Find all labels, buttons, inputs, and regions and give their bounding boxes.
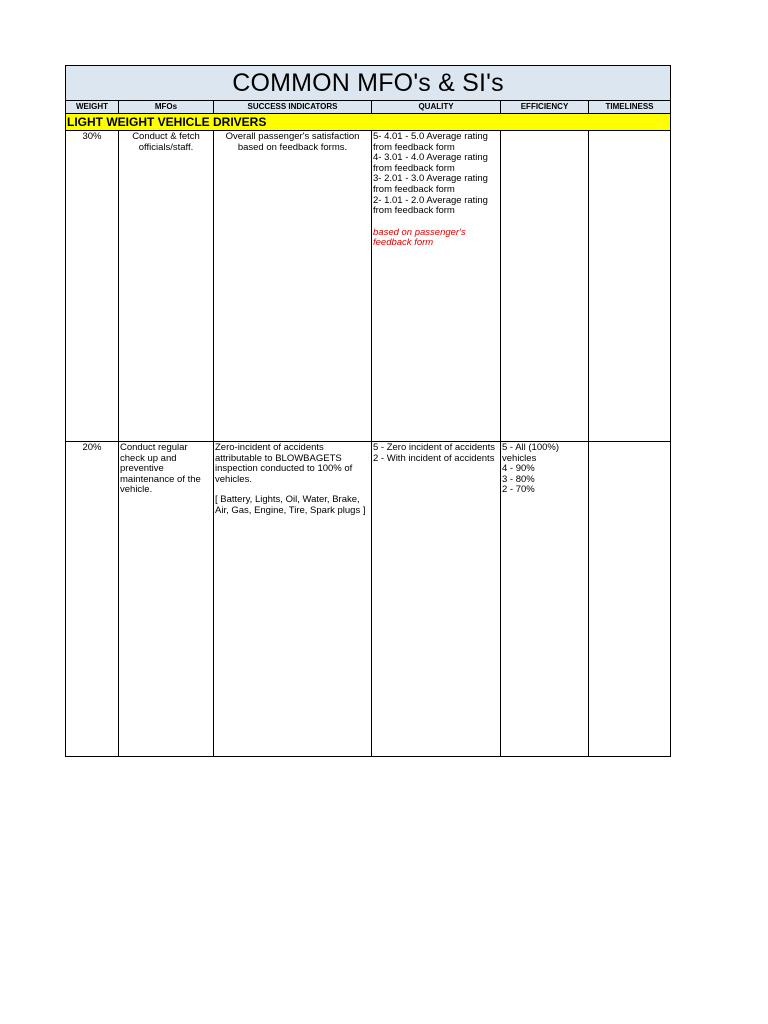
quality-line: 3- 2.01 - 3.0 Average rating from feedback form — [373, 173, 488, 195]
quality-line: 5 - Zero incident of accidents — [373, 442, 495, 453]
quality-cell — [372, 442, 501, 757]
mfo-cell: Conduct & fetch officials/staff. — [119, 131, 214, 442]
efficiency-line: 2 - 70% — [502, 484, 535, 496]
efficiency-line: 5 - All (100%) vehicles — [502, 442, 560, 464]
timeliness-cell — [589, 442, 671, 757]
quality-line: 5- 4.01 - 5.0 Average rating from feedback form — [373, 131, 488, 153]
weight-cell: 20% — [66, 442, 119, 757]
header-mfos: MFOs — [119, 101, 214, 114]
mfo-cell: Conduct regular check up and preventive maintenance of the vehicle. — [119, 442, 214, 757]
efficiency-line: 4 - 90% — [502, 463, 535, 475]
quality-line: 4- 3.01 - 4.0 Average rating from feedback form — [373, 152, 488, 174]
success-indicator-text: Zero-incident of accidents attributable to BLOWBAGETS inspection conducted to 100% of vehicles. — [215, 442, 353, 485]
table-row — [66, 442, 671, 757]
success-indicator-detail: [ Battery, Lights, Oil, Water, Brake, Air, Gas, Engine, Tire, Spark plugs ] — [215, 494, 366, 516]
efficiency-cell — [501, 131, 589, 442]
header-weight: WEIGHT — [66, 101, 119, 114]
success-indicator-cell — [214, 442, 372, 757]
quality-line: 2- 1.01 - 2.0 Average rating from feedback form — [373, 194, 488, 217]
efficiency-cell — [501, 442, 589, 757]
header-quality: QUALITY — [372, 101, 501, 114]
quality-line: 2 - With incident of accidents — [373, 452, 495, 464]
table-row — [66, 131, 671, 442]
header-timeliness: TIMELINESS — [589, 101, 671, 114]
header-success-indicators: SUCCESS INDICATORS — [214, 101, 372, 114]
mfo-table — [65, 65, 671, 757]
efficiency-line: 3 - 80% — [502, 473, 535, 485]
timeliness-cell — [589, 131, 671, 442]
quality-cell — [372, 131, 501, 442]
page-title: COMMON MFO's & SI's — [66, 66, 671, 101]
section-title: LIGHT WEIGHT VEHICLE DRIVERS — [66, 114, 671, 131]
success-indicator-cell: Overall passenger's satisfaction based on feedback forms. — [214, 131, 372, 442]
header-efficiency: EFFICIENCY — [501, 101, 589, 114]
weight-cell: 30% — [66, 131, 119, 442]
quality-note: based on passenger's feedback form — [373, 226, 466, 249]
column-header-row — [66, 101, 671, 114]
